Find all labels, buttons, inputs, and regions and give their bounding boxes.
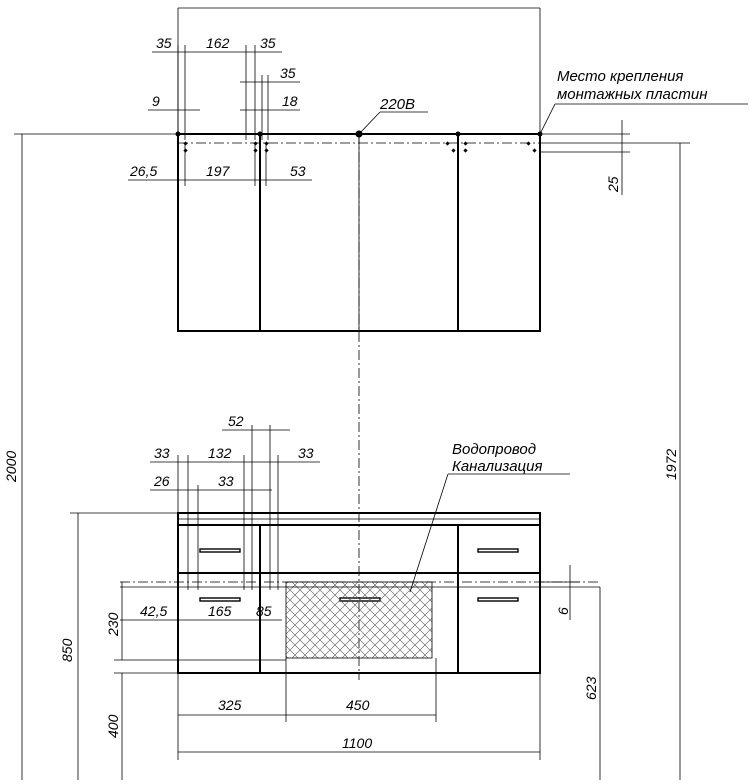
dim-33-left: 33 (154, 445, 170, 461)
dim-33-right: 33 (298, 445, 314, 461)
dim-197: 197 (206, 163, 230, 179)
note-220v: 220В (380, 96, 416, 113)
dim-6: 6 (555, 607, 571, 615)
dim-26: 26 (154, 473, 170, 489)
dim-85: 85 (256, 603, 272, 619)
dim-230: 230 (105, 612, 121, 636)
plumbing-zone (286, 582, 432, 658)
dim-9: 9 (152, 93, 160, 109)
dim-53: 53 (290, 163, 306, 179)
dim-42-5: 42,5 (140, 603, 168, 619)
dim-165: 165 (208, 603, 232, 619)
note-water: Водопровод (452, 441, 537, 458)
dim-18: 18 (282, 93, 298, 109)
dim-1972: 1972 (663, 448, 679, 480)
dim-1100: 1100 (342, 735, 373, 751)
dim-35-second: 35 (280, 65, 296, 81)
dim-52: 52 (228, 413, 244, 429)
dim-623: 623 (583, 676, 599, 700)
dim-25: 25 (605, 176, 621, 192)
overall-dimension-lines (14, 8, 690, 780)
dim-33-second: 33 (218, 473, 234, 489)
note-sewer: Канализация (452, 458, 543, 475)
dim-2000: 2000 (3, 450, 19, 482)
dim-450: 450 (346, 697, 370, 713)
dim-35-left: 35 (156, 35, 172, 51)
overall-dimension-labels (3, 449, 679, 483)
dim-400: 400 (105, 714, 121, 738)
dim-35-right: 35 (260, 35, 276, 51)
dim-132: 132 (208, 445, 232, 461)
dim-162: 162 (206, 35, 230, 51)
dim-26-5: 26,5 (130, 163, 158, 179)
note-mount-line2: монтажных пластин (557, 86, 708, 103)
mirror-dimension-labels (129, 35, 707, 193)
mirror-cabinet (176, 131, 543, 332)
dim-850: 850 (59, 638, 75, 662)
dim-325: 325 (218, 697, 242, 713)
note-mount-line1: Место крепления (557, 68, 684, 85)
vanity-unit (120, 513, 600, 673)
